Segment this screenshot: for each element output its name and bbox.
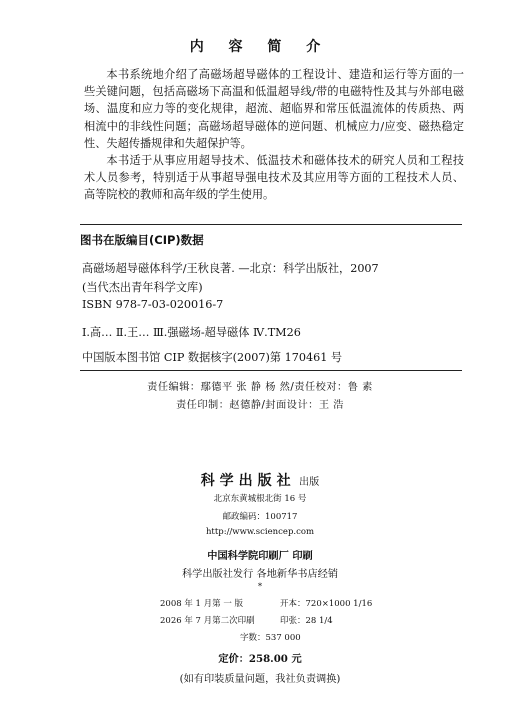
publisher-line	[0, 470, 520, 490]
cip-number: 中国版本图书馆 CIP 数据核字(2007)第 170461 号	[82, 351, 343, 364]
printer-line: 中国科学院印刷厂 印刷	[207, 550, 313, 562]
staff-line-1: 责任编辑：鄢德平 张 静 杨 然/责任校对：鲁 素	[147, 382, 373, 393]
sheets-line: 印张：28 1/4	[280, 616, 333, 626]
publisher-suffix: 出版	[298, 477, 320, 488]
cip-title-line: 高磁场超导磁体科学/王秋良著. —北京：科学出版社，2007	[82, 262, 379, 275]
summary-title: 内 容 简 介	[189, 39, 331, 55]
publisher-website: http://www.sciencep.com	[205, 527, 315, 537]
printing-line: 2026 年 7 月第二次印刷	[160, 616, 255, 626]
summary-paragraph-2: 本书适于从事应用超导技术、低温技术和磁体技术的研究人员和工程技术人员参考，特别适于从事超导强电技术及其应用等方面的工程技术人员、高等院校的教师和高年级的学生使用。	[84, 154, 464, 202]
cip-heading: 图书在版编目(CIP)数据	[80, 233, 204, 247]
publisher-postcode: 邮政编码：100717	[222, 512, 298, 522]
word-count: 字数：537 000	[240, 633, 301, 643]
quality-notice: (如有印装质量问题，我社负责调换)	[179, 674, 341, 685]
staff-line-2: 责任印制：赵德静/封面设计：王 浩	[176, 400, 344, 411]
summary-paragraph-1: 本书系统地介绍了高磁场超导磁体的工程设计、建造和运行等方面的一些关键问题，包括高磁场下高温和低温超导线/带的电磁特性及其与外部电磁场、温度和应力等的变化规律，超流、超临界和常压低温流体的传质热、两相流中的非线性问题；高磁场超导磁体的逆问题、机械应力/应变、磁热稳定性、失超传播规律和失超保护等。	[84, 68, 464, 150]
edition-line: 2008 年 1 月第 一 版	[160, 599, 244, 609]
summary-body	[84, 66, 464, 204]
cip-series-line: (当代杰出青年科学文库)	[82, 281, 203, 294]
format-line: 开本：720×1000 1/16	[280, 599, 373, 609]
separator-star: *	[257, 582, 263, 592]
divider-bottom	[80, 370, 462, 371]
publisher-name: 科学出版社	[200, 473, 296, 489]
cip-isbn: ISBN 978-7-03-020016-7	[82, 298, 224, 311]
distribution-line: 科学出版社发行 各地新华书店经销	[181, 569, 339, 580]
publisher-address: 北京东黄城根北街 16 号	[213, 494, 307, 504]
divider-top	[80, 224, 462, 225]
cip-subjects: Ⅰ.高… Ⅱ.王… Ⅲ.强磁场-超导磁体 Ⅳ.TM26	[82, 326, 301, 339]
price-line: 定价：258.00 元	[218, 653, 302, 665]
